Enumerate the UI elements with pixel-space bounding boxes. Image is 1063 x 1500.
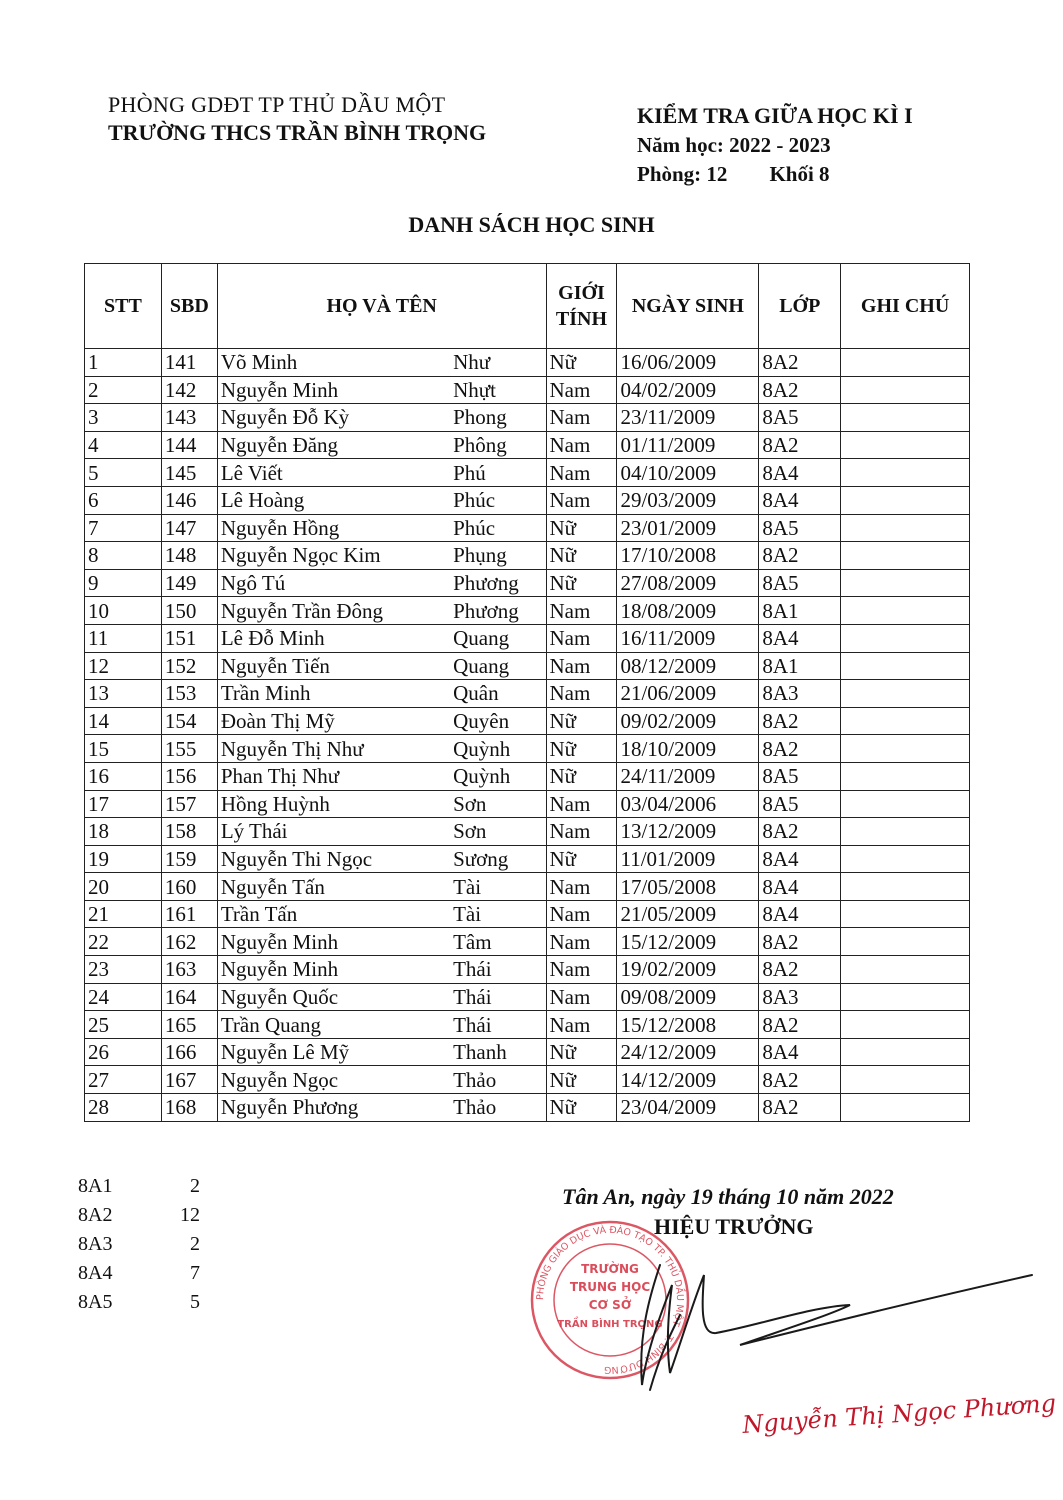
row-sbd: 156 [161,762,217,790]
row-stt: 7 [85,514,162,542]
row-sbd: 158 [161,818,217,846]
row-gender: Nam [546,818,617,846]
row-sbd: 146 [161,486,217,514]
table-row [85,762,970,790]
row-stt: 16 [85,762,162,790]
row-note [841,404,970,432]
row-class: 8A5 [759,790,841,818]
row-dob: 15/12/2008 [617,1011,759,1039]
row-stt: 8 [85,542,162,570]
row-class: 8A2 [759,376,841,404]
row-class: 8A1 [759,652,841,680]
student-table [84,263,970,1122]
row-sbd: 148 [161,542,217,570]
row-first-name: Lê Đỗ Minh [217,624,450,652]
class-count-row [78,1172,200,1201]
grade-level: Khối 8 [769,162,830,186]
row-last-name: Thái [450,983,546,1011]
row-sbd: 157 [161,790,217,818]
row-sbd: 145 [161,459,217,487]
row-dob: 03/04/2006 [617,790,759,818]
row-dob: 09/08/2009 [617,983,759,1011]
row-sbd: 161 [161,900,217,928]
table-row [85,1011,970,1039]
school-name: TRƯỜNG THCS TRẦN BÌNH TRỌNG [108,120,487,145]
row-last-name: Thanh [450,1038,546,1066]
row-note [841,790,970,818]
class-count: 12 [180,1204,200,1226]
row-gender: Nam [546,431,617,459]
row-class: 8A4 [759,873,841,901]
table-row [85,624,970,652]
row-gender: Nam [546,1011,617,1039]
row-dob: 15/12/2009 [617,928,759,956]
row-class: 8A4 [759,486,841,514]
col-header-dob: NGÀY SINH [617,264,759,349]
row-first-name: Phan Thị Như [217,762,450,790]
row-class: 8A5 [759,569,841,597]
row-first-name: Lê Viết [217,459,450,487]
class-code: 8A5 [78,1291,113,1313]
col-header-name: HỌ VÀ TÊN [217,264,546,349]
table-row [85,790,970,818]
table-row [85,486,970,514]
row-gender: Nam [546,376,617,404]
row-sbd: 141 [161,349,217,377]
row-gender: Nam [546,597,617,625]
row-dob: 23/04/2009 [617,1094,759,1122]
row-gender: Nữ [546,1066,617,1094]
row-last-name: Thái [450,1011,546,1039]
row-stt: 15 [85,735,162,763]
table-row [85,680,970,708]
header-left [108,92,486,146]
row-gender: Nam [546,928,617,956]
class-count: 2 [190,1233,200,1255]
row-class: 8A2 [759,707,841,735]
place-date: Tân An, ngày 19 tháng 10 năm 2022 [562,1184,894,1209]
row-stt: 22 [85,928,162,956]
row-note [841,514,970,542]
row-dob: 14/12/2009 [617,1066,759,1094]
col-header-class: LỚP [759,264,841,349]
row-note [841,707,970,735]
row-note [841,1066,970,1094]
row-gender: Nữ [546,1094,617,1122]
row-dob: 11/01/2009 [617,845,759,873]
stamp-line-2: TRUNG HỌC [569,1280,651,1294]
class-code: 8A4 [78,1262,113,1284]
class-count-row [78,1201,200,1230]
row-gender: Nam [546,790,617,818]
stamp-ring-text: PHÒNG GIÁO DỤC VÀ ĐÀO TẠO TP. THỦ DẦU MỘT - T. BÌNH DƯƠNG [534,1224,686,1376]
row-stt: 12 [85,652,162,680]
row-class: 8A2 [759,928,841,956]
row-first-name: Ngô Tú [217,569,450,597]
row-note [841,349,970,377]
row-last-name: Tài [450,900,546,928]
table-body [85,349,970,1122]
table-row [85,983,970,1011]
row-gender: Nữ [546,569,617,597]
row-last-name: Quyên [450,707,546,735]
row-first-name: Nguyễn Minh [217,928,450,956]
row-dob: 24/12/2009 [617,1038,759,1066]
row-note [841,376,970,404]
row-gender: Nữ [546,542,617,570]
col-header-sbd: SBD [161,264,217,349]
stamp-line-4: TRẦN BÌNH TRỌNG [557,1319,663,1330]
table-row [85,956,970,984]
table-row [85,514,970,542]
row-last-name: Phúc [450,514,546,542]
row-gender: Nam [546,956,617,984]
row-sbd: 147 [161,514,217,542]
row-gender: Nam [546,624,617,652]
row-dob: 08/12/2009 [617,652,759,680]
row-first-name: Trần Tấn [217,900,450,928]
row-sbd: 166 [161,1038,217,1066]
row-last-name: Phông [450,431,546,459]
col-header-stt: STT [85,264,162,349]
row-first-name: Lê Hoàng [217,486,450,514]
row-sbd: 163 [161,956,217,984]
exam-title: KIỂM TRA GIỮA HỌC KÌ I [637,103,913,128]
row-first-name: Lý Thái [217,818,450,846]
row-dob: 19/02/2009 [617,956,759,984]
row-stt: 19 [85,845,162,873]
row-gender: Nữ [546,1038,617,1066]
row-last-name: Sương [450,845,546,873]
row-stt: 25 [85,1011,162,1039]
department-name: PHÒNG GDĐT TP THỦ DẦU MỘT [108,92,446,117]
stamp-line-1: TRƯỜNG [581,1262,639,1276]
row-dob: 13/12/2009 [617,818,759,846]
document-title: DANH SÁCH HỌC SINH [408,212,655,237]
row-dob: 16/11/2009 [617,624,759,652]
row-dob: 23/01/2009 [617,514,759,542]
row-dob: 23/11/2009 [617,404,759,432]
row-note [841,652,970,680]
class-code: 8A2 [78,1204,113,1226]
row-first-name: Đoàn Thị Mỹ [217,707,450,735]
row-note [841,1038,970,1066]
row-first-name: Nguyễn Đăng [217,431,450,459]
row-last-name: Sơn [450,818,546,846]
row-sbd: 152 [161,652,217,680]
row-sbd: 154 [161,707,217,735]
row-class: 8A2 [759,956,841,984]
stamp-line-3: CƠ SỞ [588,1298,632,1312]
class-count: 7 [190,1262,200,1284]
row-sbd: 143 [161,404,217,432]
table-row [85,928,970,956]
table-row [85,569,970,597]
row-stt: 26 [85,1038,162,1066]
row-dob: 27/08/2009 [617,569,759,597]
room-grade [637,162,913,187]
row-first-name: Nguyễn Thị Như [217,735,450,763]
row-first-name: Nguyễn Ngọc [217,1066,450,1094]
row-first-name: Hồng Huỳnh [217,790,450,818]
class-count: 5 [190,1291,200,1313]
table-row [85,845,970,873]
class-count-row [78,1259,200,1288]
row-gender: Nam [546,459,617,487]
table-row [85,1038,970,1066]
row-last-name: Phương [450,597,546,625]
row-note [841,431,970,459]
row-class: 8A5 [759,404,841,432]
row-note [841,459,970,487]
row-class: 8A3 [759,983,841,1011]
row-dob: 24/11/2009 [617,762,759,790]
row-gender: Nam [546,652,617,680]
row-gender: Nam [546,900,617,928]
row-note [841,597,970,625]
row-first-name: Nguyễn Hồng [217,514,450,542]
row-class: 8A5 [759,762,841,790]
table-row [85,652,970,680]
row-stt: 27 [85,1066,162,1094]
room-number: Phòng: 12 [637,162,728,186]
class-count-row [78,1288,200,1317]
row-class: 8A2 [759,818,841,846]
class-code: 8A1 [78,1175,113,1197]
row-last-name: Sơn [450,790,546,818]
row-sbd: 142 [161,376,217,404]
row-gender: Nữ [546,735,617,763]
row-sbd: 167 [161,1066,217,1094]
table-row [85,735,970,763]
row-dob: 18/10/2009 [617,735,759,763]
row-last-name: Thảo [450,1094,546,1122]
row-sbd: 160 [161,873,217,901]
class-code: 8A3 [78,1233,113,1255]
row-dob: 04/02/2009 [617,376,759,404]
row-stt: 6 [85,486,162,514]
row-gender: Nam [546,404,617,432]
table-row [85,376,970,404]
row-stt: 4 [85,431,162,459]
row-dob: 09/02/2009 [617,707,759,735]
row-last-name: Phụng [450,542,546,570]
row-class: 8A3 [759,680,841,708]
row-dob: 29/03/2009 [617,486,759,514]
row-first-name: Nguyễn Lê Mỹ [217,1038,450,1066]
row-stt: 3 [85,404,162,432]
row-last-name: Phương [450,569,546,597]
row-sbd: 149 [161,569,217,597]
row-first-name: Võ Minh [217,349,450,377]
row-stt: 28 [85,1094,162,1122]
row-gender: Nam [546,486,617,514]
table-row [85,542,970,570]
handwritten-signature [620,1255,1040,1395]
class-count-summary [78,1172,200,1317]
row-note [841,845,970,873]
table-row [85,707,970,735]
row-class: 8A4 [759,459,841,487]
row-gender: Nam [546,983,617,1011]
row-last-name: Thảo [450,1066,546,1094]
row-dob: 01/11/2009 [617,431,759,459]
row-class: 8A2 [759,735,841,763]
signer-role: HIỆU TRƯỞNG [654,1214,814,1239]
row-class: 8A4 [759,1038,841,1066]
row-gender: Nữ [546,762,617,790]
row-sbd: 151 [161,624,217,652]
row-note [841,762,970,790]
row-stt: 5 [85,459,162,487]
row-stt: 23 [85,956,162,984]
row-gender: Nữ [546,707,617,735]
row-last-name: Phú [450,459,546,487]
row-sbd: 144 [161,431,217,459]
row-note [841,486,970,514]
row-note [841,624,970,652]
table-row [85,404,970,432]
table-row [85,597,970,625]
row-first-name: Nguyễn Phương [217,1094,450,1122]
row-class: 8A1 [759,597,841,625]
table-row [85,818,970,846]
row-last-name: Quỳnh [450,735,546,763]
row-note [841,735,970,763]
row-first-name: Nguyễn Tiến [217,652,450,680]
row-last-name: Thái [450,956,546,984]
row-dob: 17/05/2008 [617,873,759,901]
row-note [841,1094,970,1122]
row-first-name: Nguyễn Thi Ngọc [217,845,450,873]
row-stt: 13 [85,680,162,708]
row-sbd: 159 [161,845,217,873]
table-row [85,1094,970,1122]
row-last-name: Quang [450,624,546,652]
table-row [85,900,970,928]
row-class: 8A2 [759,431,841,459]
row-gender: Nam [546,873,617,901]
row-dob: 18/08/2009 [617,597,759,625]
row-stt: 21 [85,900,162,928]
col-header-note: GHI CHÚ [841,264,970,349]
row-class: 8A2 [759,542,841,570]
row-stt: 20 [85,873,162,901]
row-first-name: Nguyễn Trần Đông [217,597,450,625]
table-row [85,349,970,377]
row-last-name: Như [450,349,546,377]
header-right [637,103,913,187]
row-stt: 24 [85,983,162,1011]
row-note [841,900,970,928]
signer-name: Nguyễn Thị Ngọc Phương [741,1389,1057,1439]
row-note [841,1011,970,1039]
row-last-name: Quân [450,680,546,708]
row-class: 8A2 [759,1011,841,1039]
row-class: 8A4 [759,624,841,652]
row-first-name: Nguyễn Tấn [217,873,450,901]
row-first-name: Nguyễn Quốc [217,983,450,1011]
row-dob: 21/05/2009 [617,900,759,928]
row-last-name: Tâm [450,928,546,956]
row-note [841,983,970,1011]
row-stt: 14 [85,707,162,735]
row-stt: 1 [85,349,162,377]
row-gender: Nữ [546,349,617,377]
row-last-name: Phúc [450,486,546,514]
row-stt: 2 [85,376,162,404]
school-year: Năm học: 2022 - 2023 [637,133,831,157]
row-sbd: 165 [161,1011,217,1039]
row-class: 8A2 [759,1066,841,1094]
row-sbd: 150 [161,597,217,625]
table-row [85,431,970,459]
row-class: 8A2 [759,349,841,377]
row-sbd: 162 [161,928,217,956]
table-row [85,459,970,487]
row-first-name: Trần Quang [217,1011,450,1039]
row-sbd: 153 [161,680,217,708]
row-note [841,928,970,956]
table-row [85,873,970,901]
row-class: 8A4 [759,900,841,928]
row-first-name: Nguyễn Đỗ Kỳ [217,404,450,432]
row-class: 8A5 [759,514,841,542]
row-last-name: Quỳnh [450,762,546,790]
row-note [841,818,970,846]
row-stt: 18 [85,818,162,846]
row-last-name: Quang [450,652,546,680]
table-header-row [85,264,970,349]
row-note [841,542,970,570]
row-dob: 04/10/2009 [617,459,759,487]
row-gender: Nam [546,680,617,708]
row-gender: Nữ [546,845,617,873]
row-dob: 16/06/2009 [617,349,759,377]
row-first-name: Nguyễn Minh [217,956,450,984]
row-last-name: Nhựt [450,376,546,404]
row-dob: 21/06/2009 [617,680,759,708]
row-stt: 17 [85,790,162,818]
row-sbd: 164 [161,983,217,1011]
row-sbd: 168 [161,1094,217,1122]
row-class: 8A2 [759,1094,841,1122]
row-note [841,680,970,708]
row-first-name: Nguyễn Ngọc Kim [217,542,450,570]
row-gender: Nữ [546,514,617,542]
row-last-name: Tài [450,873,546,901]
class-count-row [78,1230,200,1259]
col-header-gender: GIỚI TÍNH [546,264,617,349]
row-stt: 10 [85,597,162,625]
row-first-name: Trần Minh [217,680,450,708]
row-last-name: Phong [450,404,546,432]
row-first-name: Nguyễn Minh [217,376,450,404]
class-count: 2 [190,1175,200,1197]
row-note [841,956,970,984]
row-stt: 11 [85,624,162,652]
row-class: 8A4 [759,845,841,873]
table-row [85,1066,970,1094]
row-note [841,873,970,901]
row-stt: 9 [85,569,162,597]
row-note [841,569,970,597]
row-sbd: 155 [161,735,217,763]
row-dob: 17/10/2008 [617,542,759,570]
